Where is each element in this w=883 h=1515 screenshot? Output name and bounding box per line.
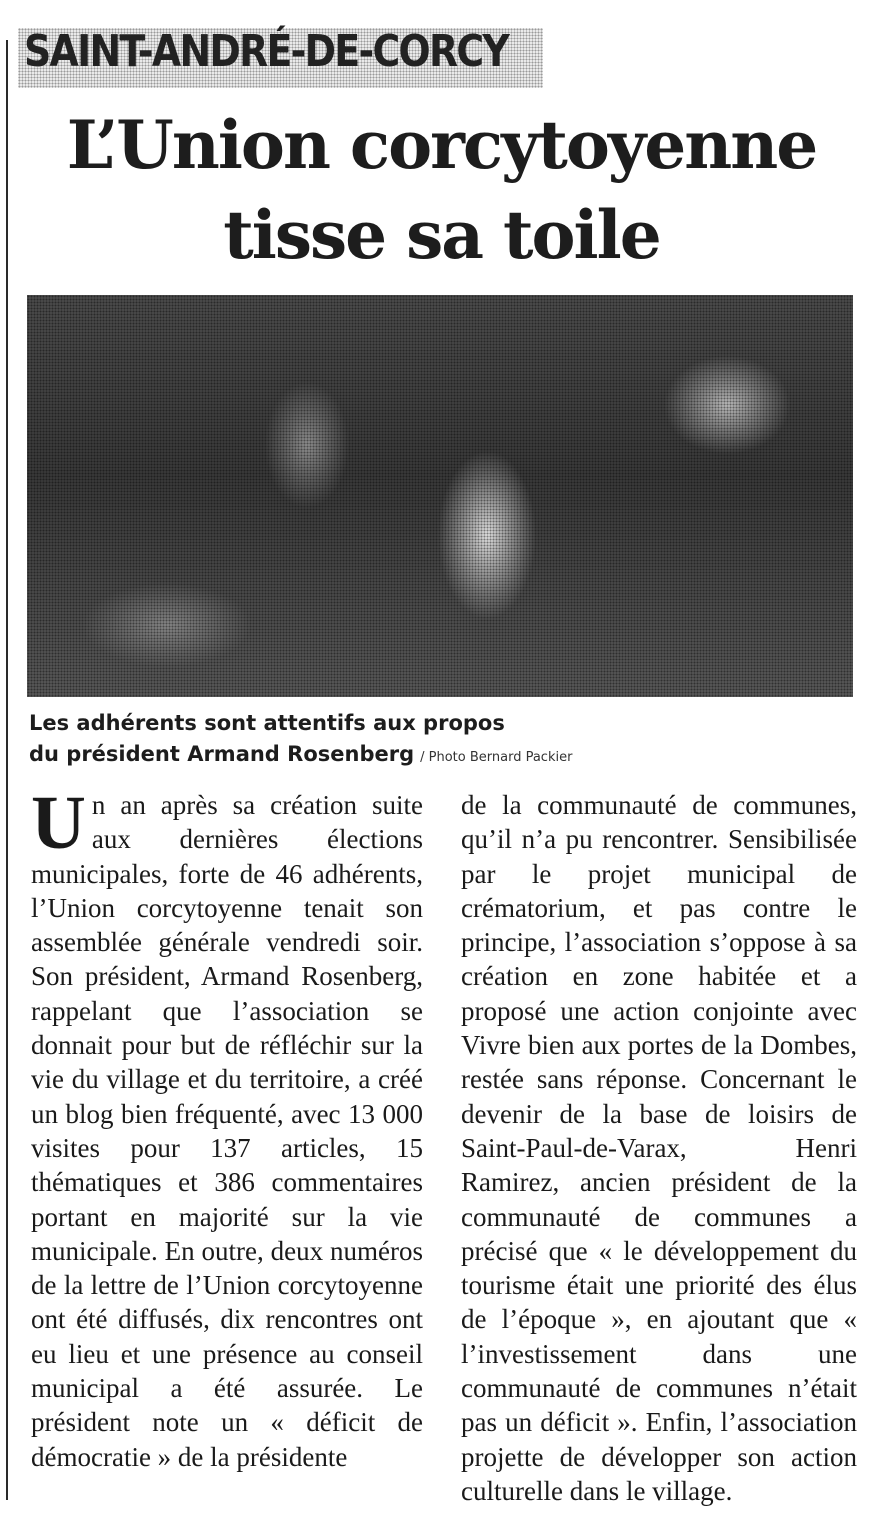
caption-line-1: Les adhérents sont attentifs aux propos	[29, 711, 505, 735]
caption-line-2-wrapper	[29, 739, 859, 773]
article-headline: L’Union corcytoyenne tisse sa toile	[66, 106, 817, 274]
caption-line-2: du président Armand Rosenberg	[29, 742, 415, 766]
left-column-text: n an après sa création suite aux dernières élections municipales, forte de 46 adhérents, l’Union corcytoyenne tenait son assemblée générale vendredi soir. Son président, Armand Rosenberg, rappelant que l’association se donnait pour but de réfléchir sur la vie du village et du territoire, a créé un blog bien fréquenté, avec 13 000 visites pour 137 articles, 15 thématiques et 386 commentaires portant en majorité sur la vie municipale. En outre, deux numéros de la lettre de l’Union corcytoyenne ont été diffusés, dix rencontres ont eu lieu et une présence au conseil municipal a été assurée. Le président note un « déficit de démocratie » de la présidente	[31, 790, 423, 1472]
photo-credit: / Photo Bernard Packier	[420, 750, 573, 765]
kicker-location: SAINT-ANDRÉ-DE-CORCY	[24, 26, 509, 77]
article-body-right-column	[461, 788, 857, 1508]
article-body-left-column	[31, 781, 423, 1474]
page-margin-rule	[6, 40, 8, 1500]
photo-caption	[29, 708, 859, 773]
right-column-text: de la communauté de communes, qu’il n’a pu rencontrer. Sensibilisée par le projet municipal de crématorium, et pas contre le principe, l’association s’oppose à sa création en zone habitée et a proposé une action conjointe avec Vivre bien aux portes de la Dombes, restée sans réponse. Concernant le devenir de la base de loisirs de Saint-Paul-de-Varax, Henri Ramirez, ancien président de la communauté de communes a précisé que « le développement du tourisme était une priorité des élus de l’époque », en ajoutant que « l’investissement dans une communauté de communes n’était pas un déficit ». Enfin, l’association projette de développer son action culturelle dans le village.	[461, 790, 857, 1506]
article-photo	[27, 295, 853, 697]
drop-cap: U	[31, 781, 86, 865]
